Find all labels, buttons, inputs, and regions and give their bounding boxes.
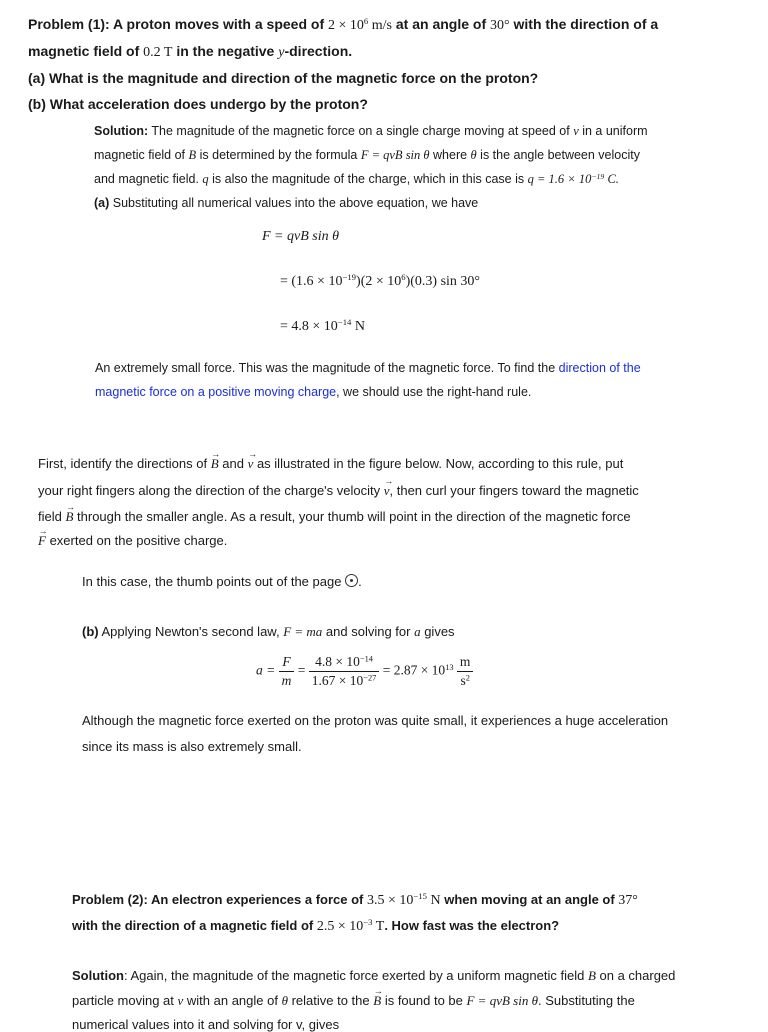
problem1-text: in the negative [172, 43, 279, 59]
problem1-label: Problem (1): [28, 16, 110, 32]
solution1-line2: magnetic field of B is determined by the formula F = qvB sin θ where θ is the angle between velocity [94, 148, 640, 162]
question-b: (b) What acceleration does undergo by the proton? [28, 96, 368, 112]
question-a: (a) What is the magnitude and direction of the magnetic force on the proton? [28, 70, 539, 86]
speed-value: $2 \times 10^6$ m/s [328, 16, 392, 33]
fraction-f-over-m: $\frac{F}{m}$ [279, 654, 295, 689]
solution2-line3: numerical values into it and solving for v, gives [72, 1017, 340, 1032]
direction-link-continued[interactable]: magnetic force on a positive moving charge [95, 385, 337, 399]
part-b-line: (b) Applying Newton's second law, F = ma and solving for a gives [82, 624, 455, 639]
after-paragraph-line2: magnetic force on a positive moving charge, we should use the right-hand rule. [95, 385, 532, 399]
problem1-text: magnetic field of [28, 43, 144, 59]
field-value: 0.2 T [143, 45, 173, 60]
problem1-text: at an angle of [392, 16, 491, 32]
direction-line1: First, identify the directions of → B and → v as illustrated in the figure below. Now, according to this rule, put [38, 456, 623, 472]
solution-label: Solution: [94, 124, 149, 138]
problem1-line1 [28, 16, 658, 34]
conclusion-line1: Although the magnetic force exerted on the proton was quite small, it experiences a huge acceleration [82, 713, 669, 728]
formula: F = qvB sin θ [360, 148, 430, 162]
direction-line3: field → B through the smaller angle. As a result, your thumb will point in the direction of the magnetic force [38, 509, 631, 525]
solution1-part-a: (a) Substituting all numerical values into the above equation, we have [94, 196, 479, 210]
acceleration-equation: a = $\frac{F}{m}$ = $\frac{4.8 \times 10^{-14}}{1.67 \times 10^{-27}}$ = $2.87 \times 10^{13}$ $\frac{m}{s^2}$ [256, 654, 473, 689]
problem1-text: A proton moves with a speed of [109, 16, 329, 32]
fraction-values: $\frac{4.8 \times 10^{-14}}{1.67 \times 10^{-27}}$ [309, 654, 380, 689]
equation-1: F = qvB sin θ [262, 229, 339, 244]
thumb-line: In this case, the thumb points out of the page . [82, 574, 362, 589]
equation-2: = $(1.6 \times 10^{-19})(2 \times 10^6)(0.3)$ sin 30° [280, 272, 481, 289]
direction-link[interactable]: direction of the [558, 361, 641, 375]
solution1-line3: and magnetic field. q is also the magnitude of the charge, which in this case is $q = 1.6 \times 10^{-19}$ C. [94, 171, 619, 186]
solution2-line2: particle moving at v with an angle of θ relative to the → B is found to be F = qvB sin θ. Substituting the [72, 993, 635, 1009]
problem2-line2: with the direction of a magnetic field of $2.5 \times 10^{-3}$ T. How fast was the electron? [72, 917, 560, 934]
solution1-line1: Solution: The magnitude of the magnetic force on a single charge moving at speed of v in a uniform [94, 124, 648, 138]
problem1-text: -direction. [284, 43, 353, 59]
problem1-line2 [28, 43, 352, 61]
solution2-line1: Solution: Again, the magnitude of the magnetic force exerted by a uniform magnetic field B on a charged [72, 968, 676, 983]
direction-line2: your right fingers along the direction of the charge's velocity → v, then curl your fingers toward the magnetic [38, 483, 639, 499]
conclusion-line2: since its mass is also extremely small. [82, 739, 302, 754]
charge-value: $q = 1.6 \times 10^{-19}$ C. [527, 171, 619, 186]
after-paragraph-line1: An extremely small force. This was the magnitude of the magnetic force. To find the direction of the [95, 361, 641, 375]
problem2-label: Problem (2): [72, 892, 148, 907]
problem2-line1: Problem (2): An electron experiences a force of $3.5 \times 10^{-15}$ N when moving at an angle of 37° [72, 891, 638, 908]
equation-3: = $4.8 \times 10^{-14}$ N [280, 317, 365, 334]
problem1-text: with the direction of a [509, 16, 659, 32]
angle-value: 30° [490, 18, 510, 33]
fraction-units: $\frac{m}{s^2}$ [457, 654, 474, 689]
solution2-label: Solution [72, 968, 124, 983]
direction-line4: → F exerted on the positive charge. [38, 533, 227, 549]
out-of-page-icon [345, 574, 358, 587]
axis-symbol: y [278, 45, 285, 60]
